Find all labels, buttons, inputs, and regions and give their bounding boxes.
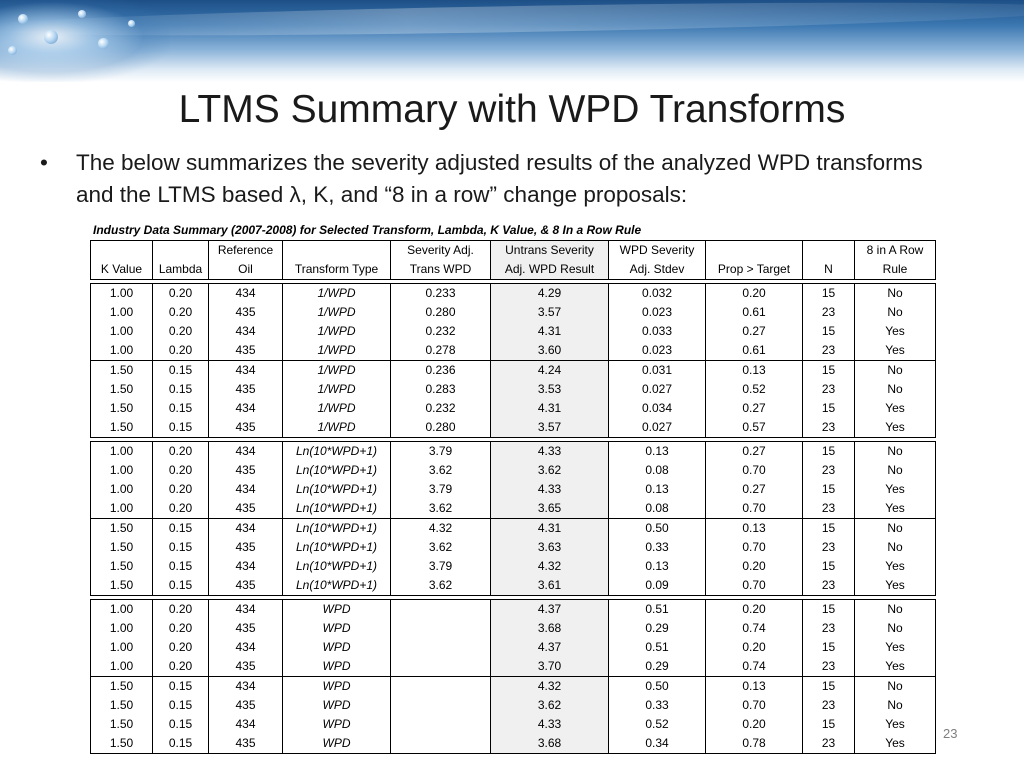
table-cell: 0.33 [609, 696, 706, 715]
table-cell: 435 [209, 303, 283, 322]
table-cell: 0.280 [391, 418, 491, 438]
table-cell: No [855, 600, 936, 620]
water-drop-decoration [78, 10, 86, 18]
table-cell: No [855, 538, 936, 557]
table-cell: Yes [855, 322, 936, 341]
table-cell [391, 638, 491, 657]
column-header [803, 241, 855, 261]
table-cell: 434 [209, 399, 283, 418]
table-cell: Ln(10*WPD+1) [283, 499, 391, 519]
table-cell: 0.50 [609, 519, 706, 539]
table-cell: 15 [803, 638, 855, 657]
table-row [91, 499, 936, 519]
table-cell: 0.20 [153, 480, 209, 499]
table-cell: Yes [855, 715, 936, 734]
table-cell: 1.50 [91, 361, 153, 381]
table-cell: 4.31 [491, 399, 609, 418]
table-cell: 3.79 [391, 442, 491, 462]
table-cell: 0.20 [153, 499, 209, 519]
table-cell: 0.20 [153, 619, 209, 638]
table-cell [391, 677, 491, 697]
table-cell: 0.15 [153, 538, 209, 557]
table-cell: 0.027 [609, 418, 706, 438]
table-cell: 15 [803, 519, 855, 539]
table-cell: 4.31 [491, 322, 609, 341]
table-cell: 0.52 [706, 380, 803, 399]
table-cell: 0.023 [609, 341, 706, 361]
table-cell: No [855, 442, 936, 462]
table-cell: 0.74 [706, 619, 803, 638]
table-cell: 23 [803, 576, 855, 596]
table-cell: 23 [803, 734, 855, 754]
table-cell: Yes [855, 480, 936, 499]
table-cell: 0.20 [706, 284, 803, 304]
table-cell: 1.50 [91, 734, 153, 754]
table-cell: 3.53 [491, 380, 609, 399]
table-cell: Yes [855, 399, 936, 418]
table-row [91, 538, 936, 557]
table-cell: 1.50 [91, 399, 153, 418]
table-cell: 0.74 [706, 657, 803, 677]
table-cell [391, 734, 491, 754]
table-cell: 4.33 [491, 715, 609, 734]
bullet-text: The below summarizes the severity adjusted results of the analyzed WPD transforms and the LTMS based λ, K, and “8 in a row” change proposals: [76, 150, 923, 207]
column-header: Reference [209, 241, 283, 261]
table-cell: 434 [209, 557, 283, 576]
table-cell: 0.78 [706, 734, 803, 754]
table-cell: 3.61 [491, 576, 609, 596]
table-cell: 15 [803, 284, 855, 304]
table-cell: 0.27 [706, 322, 803, 341]
table-cell: No [855, 284, 936, 304]
table-cell: 0.15 [153, 557, 209, 576]
column-header: 8 in A Row [855, 241, 936, 261]
table-cell: 0.034 [609, 399, 706, 418]
table-cell: 4.33 [491, 442, 609, 462]
table-cell: 1/WPD [283, 380, 391, 399]
table-cell: 0.15 [153, 576, 209, 596]
table-cell: Yes [855, 557, 936, 576]
table-cell: 1.00 [91, 480, 153, 499]
table-cell: 0.13 [706, 519, 803, 539]
table-row [91, 734, 936, 754]
water-drop-decoration [8, 46, 17, 55]
table-cell: 434 [209, 638, 283, 657]
table-cell: 1/WPD [283, 418, 391, 438]
table-row [91, 715, 936, 734]
table-cell: 0.15 [153, 677, 209, 697]
table-row [91, 696, 936, 715]
table-cell: 0.15 [153, 734, 209, 754]
column-header: Prop > Target [706, 260, 803, 280]
table-cell: 3.68 [491, 734, 609, 754]
table-cell: 1.00 [91, 303, 153, 322]
table-cell: 15 [803, 442, 855, 462]
column-header: WPD Severity [609, 241, 706, 261]
table-cell: 4.32 [391, 519, 491, 539]
table-cell: 435 [209, 418, 283, 438]
table-cell: 4.33 [491, 480, 609, 499]
table-cell: WPD [283, 638, 391, 657]
table-cell: 435 [209, 619, 283, 638]
table-cell: 0.15 [153, 519, 209, 539]
table-cell: 23 [803, 619, 855, 638]
table-cell: 435 [209, 341, 283, 361]
column-header: Transform Type [283, 260, 391, 280]
table-cell: 0.283 [391, 380, 491, 399]
table-row [91, 461, 936, 480]
table-cell: 1.50 [91, 696, 153, 715]
table-cell: Ln(10*WPD+1) [283, 538, 391, 557]
table-cell: 0.20 [153, 284, 209, 304]
column-header: Trans WPD [391, 260, 491, 280]
column-header [91, 241, 153, 261]
table-row [91, 341, 936, 361]
table-cell: Yes [855, 576, 936, 596]
table-cell: Ln(10*WPD+1) [283, 557, 391, 576]
table-cell: 0.34 [609, 734, 706, 754]
table-cell: No [855, 519, 936, 539]
table-cell: No [855, 696, 936, 715]
table-cell: 0.13 [609, 442, 706, 462]
table-cell [391, 600, 491, 620]
column-header: Adj. WPD Result [491, 260, 609, 280]
table-row [91, 576, 936, 596]
table-cell: 0.027 [609, 380, 706, 399]
table-row [91, 480, 936, 499]
table-cell: 0.033 [609, 322, 706, 341]
table-cell: No [855, 361, 936, 381]
table-cell: 0.13 [706, 361, 803, 381]
table-cell: 0.236 [391, 361, 491, 381]
table-cell: WPD [283, 696, 391, 715]
table-row [91, 657, 936, 677]
table-cell: 23 [803, 303, 855, 322]
column-header: Lambda [153, 260, 209, 280]
water-drop-decoration [128, 20, 135, 27]
table-cell: 3.57 [491, 418, 609, 438]
table-cell: 1.00 [91, 341, 153, 361]
table-cell: 3.62 [391, 576, 491, 596]
table-cell: Yes [855, 418, 936, 438]
table-cell: 1.00 [91, 657, 153, 677]
table-cell: 1/WPD [283, 303, 391, 322]
column-header [283, 241, 391, 261]
table-cell: 434 [209, 715, 283, 734]
table-cell: 0.15 [153, 361, 209, 381]
table-cell: 0.57 [706, 418, 803, 438]
table-cell: 1.00 [91, 461, 153, 480]
table-cell: 434 [209, 361, 283, 381]
table-cell: WPD [283, 619, 391, 638]
table-cell: 0.031 [609, 361, 706, 381]
table-cell: Yes [855, 499, 936, 519]
table-cell: 0.52 [609, 715, 706, 734]
table-row [91, 303, 936, 322]
table-row [91, 380, 936, 399]
table-cell: 23 [803, 461, 855, 480]
table-cell: WPD [283, 734, 391, 754]
table-cell: 1/WPD [283, 322, 391, 341]
table-cell: 1.50 [91, 538, 153, 557]
table-cell: WPD [283, 657, 391, 677]
table-cell: 23 [803, 657, 855, 677]
table-row [91, 677, 936, 697]
table-cell: 0.09 [609, 576, 706, 596]
table-cell [391, 619, 491, 638]
summary-table [90, 240, 936, 754]
table-cell: 3.63 [491, 538, 609, 557]
table-cell: 0.13 [706, 677, 803, 697]
table-header-row [91, 241, 936, 261]
table-row [91, 284, 936, 304]
column-header: Adj. Stdev [609, 260, 706, 280]
table-cell: 4.37 [491, 638, 609, 657]
table-row [91, 361, 936, 381]
table-cell: 1.00 [91, 322, 153, 341]
table-cell: 435 [209, 696, 283, 715]
table-cell: Yes [855, 657, 936, 677]
table-caption: Industry Data Summary (2007-2008) for Selected Transform, Lambda, K Value, & 8 In a Row Rule [93, 223, 642, 237]
table-cell: 0.15 [153, 399, 209, 418]
table-cell: 4.32 [491, 557, 609, 576]
bullet-marker: • [40, 150, 48, 175]
table-cell: WPD [283, 677, 391, 697]
table-cell: No [855, 677, 936, 697]
table-cell: 434 [209, 322, 283, 341]
table-cell: 435 [209, 499, 283, 519]
slide-title: LTMS Summary with WPD Transforms [178, 88, 846, 131]
table-cell: 1/WPD [283, 284, 391, 304]
table-cell: 3.57 [491, 303, 609, 322]
table-cell: 0.70 [706, 461, 803, 480]
table-cell: 0.20 [153, 303, 209, 322]
table-cell: 1.00 [91, 442, 153, 462]
column-header: Severity Adj. [391, 241, 491, 261]
table-cell: 3.65 [491, 499, 609, 519]
table-cell: 15 [803, 557, 855, 576]
page-number: 23 [943, 726, 958, 741]
table-cell: No [855, 303, 936, 322]
table-cell: No [855, 380, 936, 399]
table-cell: 1.00 [91, 638, 153, 657]
table-cell: 434 [209, 284, 283, 304]
table-cell: 0.50 [609, 677, 706, 697]
table-cell: 435 [209, 461, 283, 480]
table-cell: 0.278 [391, 341, 491, 361]
column-header: Untrans Severity [491, 241, 609, 261]
table-cell: 0.15 [153, 696, 209, 715]
table-cell: 0.13 [609, 557, 706, 576]
table-cell: Ln(10*WPD+1) [283, 442, 391, 462]
table-cell: 15 [803, 322, 855, 341]
table-cell: 4.31 [491, 519, 609, 539]
table-cell: 3.62 [491, 461, 609, 480]
table-cell: 1.00 [91, 600, 153, 620]
table-cell: 0.15 [153, 418, 209, 438]
table-cell: 0.13 [609, 480, 706, 499]
table-cell: 435 [209, 576, 283, 596]
table-cell: 435 [209, 734, 283, 754]
table-header-row [91, 260, 936, 280]
table-cell: 1.50 [91, 715, 153, 734]
table-cell: 0.51 [609, 638, 706, 657]
table-cell: 435 [209, 657, 283, 677]
table-cell: 0.70 [706, 499, 803, 519]
table-cell: 3.62 [491, 696, 609, 715]
table-cell: 4.29 [491, 284, 609, 304]
column-header [706, 241, 803, 261]
table-cell: 3.62 [391, 499, 491, 519]
table-cell: 23 [803, 499, 855, 519]
table-cell: 23 [803, 696, 855, 715]
table-cell: 3.70 [491, 657, 609, 677]
table-cell: 3.62 [391, 538, 491, 557]
table-cell: 0.20 [153, 600, 209, 620]
table-cell: 1.50 [91, 557, 153, 576]
column-header: Oil [209, 260, 283, 280]
water-drop-decoration [44, 30, 58, 44]
table-cell: 0.61 [706, 341, 803, 361]
table-cell: 23 [803, 418, 855, 438]
table-cell: 0.29 [609, 657, 706, 677]
table-cell: 0.232 [391, 322, 491, 341]
table-cell: 0.29 [609, 619, 706, 638]
table-cell: 1.50 [91, 677, 153, 697]
table-row [91, 418, 936, 438]
table-cell: 15 [803, 715, 855, 734]
table-cell: 0.15 [153, 380, 209, 399]
table-cell: 1.50 [91, 519, 153, 539]
table-cell: Ln(10*WPD+1) [283, 461, 391, 480]
table-cell: 15 [803, 399, 855, 418]
table-cell: 0.20 [153, 341, 209, 361]
table-cell [391, 715, 491, 734]
table-cell: 435 [209, 538, 283, 557]
table-cell: 3.68 [491, 619, 609, 638]
table-cell: 0.20 [153, 638, 209, 657]
table-cell: 1.00 [91, 499, 153, 519]
table-cell: 0.27 [706, 442, 803, 462]
column-header: N [803, 260, 855, 280]
table-cell: 0.27 [706, 399, 803, 418]
table-cell: Yes [855, 638, 936, 657]
table-cell: Ln(10*WPD+1) [283, 519, 391, 539]
table-cell [391, 696, 491, 715]
water-drop-decoration [18, 14, 28, 24]
table-cell: 1.50 [91, 576, 153, 596]
table-cell: 23 [803, 341, 855, 361]
table-cell: 0.20 [706, 557, 803, 576]
table-cell: 3.79 [391, 480, 491, 499]
table-cell: 0.27 [706, 480, 803, 499]
table-cell: 3.79 [391, 557, 491, 576]
table-cell: 1.50 [91, 418, 153, 438]
table-cell: 434 [209, 442, 283, 462]
table-cell: 0.032 [609, 284, 706, 304]
table-cell: 434 [209, 600, 283, 620]
table-cell: 3.62 [391, 461, 491, 480]
table-cell: No [855, 619, 936, 638]
table-cell: No [855, 461, 936, 480]
table-cell: 1.50 [91, 380, 153, 399]
table-cell: 0.70 [706, 538, 803, 557]
column-header: K Value [91, 260, 153, 280]
table-cell: 0.20 [706, 715, 803, 734]
table-cell: 4.32 [491, 677, 609, 697]
table-cell: 15 [803, 480, 855, 499]
table-row [91, 442, 936, 462]
table-cell: 23 [803, 538, 855, 557]
table-cell: 15 [803, 361, 855, 381]
table-cell: Ln(10*WPD+1) [283, 480, 391, 499]
column-header: Rule [855, 260, 936, 280]
table-cell: 1.00 [91, 284, 153, 304]
table-cell [391, 657, 491, 677]
table-cell: WPD [283, 600, 391, 620]
table-cell: 1.00 [91, 619, 153, 638]
table-cell: 0.15 [153, 715, 209, 734]
table-cell: 1/WPD [283, 341, 391, 361]
table-cell: 0.70 [706, 696, 803, 715]
table-cell: 0.61 [706, 303, 803, 322]
table-cell: 0.51 [609, 600, 706, 620]
table-row [91, 600, 936, 620]
table-cell: Yes [855, 734, 936, 754]
table-cell: 0.20 [706, 600, 803, 620]
table-cell: 4.37 [491, 600, 609, 620]
column-header [153, 241, 209, 261]
table-cell: 0.70 [706, 576, 803, 596]
table-cell: 1/WPD [283, 361, 391, 381]
table-cell: 434 [209, 519, 283, 539]
table-cell: 23 [803, 380, 855, 399]
table-row [91, 519, 936, 539]
table-cell: 435 [209, 380, 283, 399]
table-cell: 0.20 [153, 322, 209, 341]
table-cell: 3.60 [491, 341, 609, 361]
table-cell: 0.33 [609, 538, 706, 557]
table-cell: 434 [209, 677, 283, 697]
table-cell: 0.20 [153, 657, 209, 677]
table-row [91, 322, 936, 341]
table-cell: 0.08 [609, 499, 706, 519]
table-cell: 0.232 [391, 399, 491, 418]
table-cell: 434 [209, 480, 283, 499]
table-row [91, 638, 936, 657]
table-cell: 4.24 [491, 361, 609, 381]
table-cell: 0.08 [609, 461, 706, 480]
table-cell: Ln(10*WPD+1) [283, 576, 391, 596]
table-cell: WPD [283, 715, 391, 734]
table-cell: 1/WPD [283, 399, 391, 418]
table-cell: 15 [803, 677, 855, 697]
table-cell: 15 [803, 600, 855, 620]
header-banner [0, 0, 1024, 82]
table-cell: 0.023 [609, 303, 706, 322]
table-cell: 0.280 [391, 303, 491, 322]
table-row [91, 619, 936, 638]
table-cell: 0.20 [153, 442, 209, 462]
table-cell: Yes [855, 341, 936, 361]
table-cell: 0.233 [391, 284, 491, 304]
table-cell: 0.20 [153, 461, 209, 480]
table-row [91, 399, 936, 418]
table-cell: 0.20 [706, 638, 803, 657]
water-drop-decoration [98, 38, 109, 49]
table-row [91, 557, 936, 576]
